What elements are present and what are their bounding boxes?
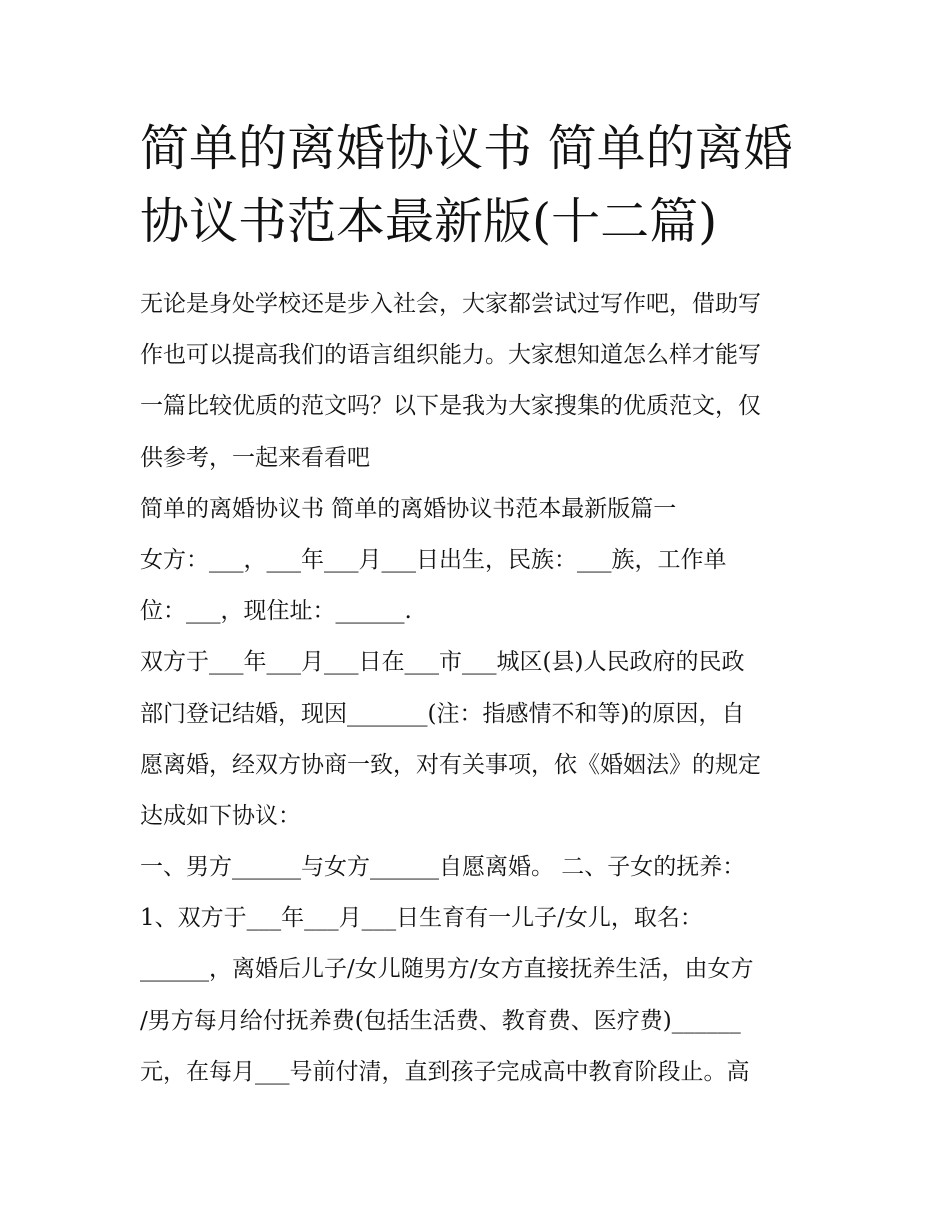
intro-paragraph-line: 供参考，一起来看看吧 — [140, 444, 370, 471]
body-paragraph-line: 双方于___年___月___日在___市___城区(县)人民政府的民政 — [140, 649, 745, 676]
title-line: 协议书范本最新版(十二篇) — [140, 193, 718, 250]
intro-paragraph-line: 无论是身处学校还是步入社会，大家都尝试过写作吧，借助写 — [140, 291, 761, 317]
document-title — [140, 112, 820, 258]
body-paragraph-line: 元，在每月___号前付清，直到孩子完成高中教育阶段止。高 — [140, 1058, 750, 1085]
body-paragraph-line: 达成如下协议： — [140, 802, 301, 829]
intro-paragraph-line: 一篇比较优质的范文吗？以下是我为大家搜集的优质范文，仅 — [140, 393, 761, 420]
intro-paragraph-line: 作也可以提高我们的语言组织能力。大家想知道怎么样才能写 — [140, 342, 761, 369]
body-paragraph-line: ______，离婚后儿子/女儿随男方/女方直接抚养生活，由女方 — [140, 956, 754, 983]
body-paragraph-line: 愿离婚，经双方协商一致，对有关事项，依《婚姻法》的规定 — [140, 751, 761, 778]
body-paragraph-line: 部门登记结婚，现因_______(注：指感情不和等)的原因，自 — [140, 700, 745, 727]
body-paragraph-line: 位：___，现住址：______. — [140, 598, 412, 625]
document-body — [140, 279, 830, 1098]
body-paragraph-line: 女方：___，___年___月___日出生，民族：___族，工作单 — [140, 546, 727, 573]
section-heading: 简单的离婚协议书 简单的离婚协议书范本最新版篇一 — [140, 495, 677, 522]
title-line: 简单的离婚协议书 简单的离婚 — [140, 120, 793, 177]
body-paragraph-line: 一、男方______与女方______自愿离婚。 二、子女的抚养： — [140, 854, 746, 881]
body-paragraph-line: /男方每月给付抚养费(包括生活费、教育费、医疗费)______ — [140, 1007, 741, 1034]
body-paragraph-line: 1、双方于___年___月___日生育有一儿子/女儿，取名： — [140, 905, 703, 932]
